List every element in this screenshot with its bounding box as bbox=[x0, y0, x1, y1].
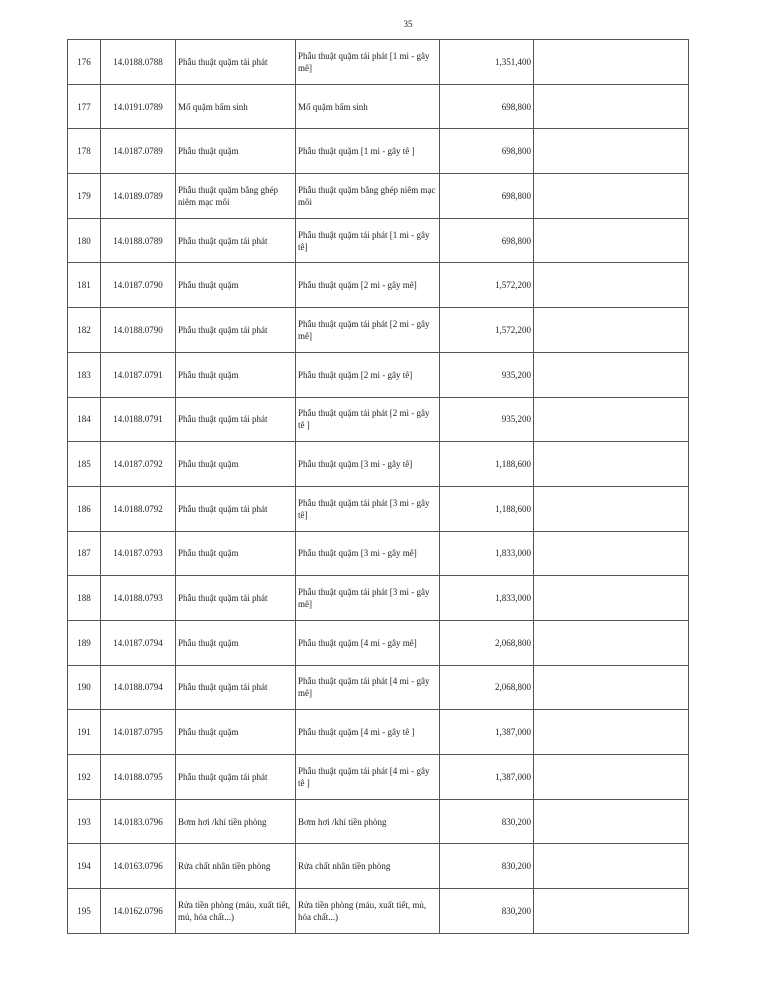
service-name: Phẫu thuật quặm tái phát bbox=[176, 755, 296, 800]
table-row bbox=[68, 531, 689, 576]
row-number: 190 bbox=[68, 665, 101, 710]
service-description: Phẫu thuật quặm [3 mi - gây mê] bbox=[296, 531, 440, 576]
service-name: Phẫu thuật quặm tái phát bbox=[176, 40, 296, 85]
row-number: 191 bbox=[68, 710, 101, 755]
service-code: 14.0187.0793 bbox=[101, 531, 176, 576]
service-name: Phẫu thuật quặm bbox=[176, 129, 296, 174]
service-name: Phẫu thuật quặm tái phát bbox=[176, 486, 296, 531]
service-price: 935,200 bbox=[440, 352, 534, 397]
note-cell bbox=[534, 755, 689, 800]
service-description: Phẫu thuật quặm bằng ghép niêm mạc môi bbox=[296, 174, 440, 219]
service-description: Phẫu thuật quặm tái phát [3 mi - gây tê] bbox=[296, 486, 440, 531]
service-description: Bơm hơi /khí tiền phòng bbox=[296, 799, 440, 844]
service-code: 14.0188.0795 bbox=[101, 755, 176, 800]
page-number: 35 bbox=[403, 19, 413, 29]
table-body bbox=[68, 40, 689, 934]
table-row bbox=[68, 620, 689, 665]
note-cell bbox=[534, 308, 689, 353]
service-description: Phẫu thuật quặm tái phát [1 mi - gây mê] bbox=[296, 40, 440, 85]
row-number: 180 bbox=[68, 218, 101, 263]
service-price: 935,200 bbox=[440, 397, 534, 442]
row-number: 181 bbox=[68, 263, 101, 308]
service-price: 830,200 bbox=[440, 844, 534, 889]
service-code: 14.0187.0790 bbox=[101, 263, 176, 308]
service-code: 14.0188.0794 bbox=[101, 665, 176, 710]
service-description: Phẫu thuật quặm tái phát [2 mi - gây mê] bbox=[296, 308, 440, 353]
row-number: 189 bbox=[68, 620, 101, 665]
service-description: Mổ quặm bẩm sinh bbox=[296, 84, 440, 129]
row-number: 179 bbox=[68, 174, 101, 219]
table-row bbox=[68, 308, 689, 353]
service-name: Rửa chất nhân tiền phòng bbox=[176, 844, 296, 889]
service-code: 14.0188.0792 bbox=[101, 486, 176, 531]
row-number: 192 bbox=[68, 755, 101, 800]
table-row bbox=[68, 263, 689, 308]
service-code: 14.0189.0789 bbox=[101, 174, 176, 219]
service-name: Phẫu thuật quặm bbox=[176, 352, 296, 397]
table-row bbox=[68, 84, 689, 129]
table-row bbox=[68, 755, 689, 800]
table-row bbox=[68, 799, 689, 844]
row-number: 195 bbox=[68, 889, 101, 934]
row-number: 186 bbox=[68, 486, 101, 531]
note-cell bbox=[534, 352, 689, 397]
service-name: Mổ quặm bẩm sinh bbox=[176, 84, 296, 129]
service-name: Phẫu thuật quặm tái phát bbox=[176, 576, 296, 621]
service-name: Phẫu thuật quặm bbox=[176, 263, 296, 308]
service-name: Rửa tiền phòng (máu, xuất tiết, mủ, hóa chất...) bbox=[176, 889, 296, 934]
service-description: Phẫu thuật quặm tái phát [4 mi - gây mê] bbox=[296, 665, 440, 710]
service-description: Phẫu thuật quặm tái phát [2 mi - gây tê ] bbox=[296, 397, 440, 442]
price-table bbox=[67, 39, 689, 934]
table-row bbox=[68, 889, 689, 934]
service-price: 1,387,000 bbox=[440, 710, 534, 755]
service-code: 14.0162.0796 bbox=[101, 889, 176, 934]
service-name: Bơm hơi /khí tiền phòng bbox=[176, 799, 296, 844]
service-description: Phẫu thuật quặm [3 mi - gây tê] bbox=[296, 442, 440, 487]
row-number: 187 bbox=[68, 531, 101, 576]
service-description: Phẫu thuật quặm tái phát [1 mi - gây tê] bbox=[296, 218, 440, 263]
row-number: 176 bbox=[68, 40, 101, 85]
service-price: 1,387,000 bbox=[440, 755, 534, 800]
row-number: 194 bbox=[68, 844, 101, 889]
service-name: Phẫu thuật quặm bbox=[176, 531, 296, 576]
row-number: 183 bbox=[68, 352, 101, 397]
note-cell bbox=[534, 397, 689, 442]
row-number: 184 bbox=[68, 397, 101, 442]
service-code: 14.0191.0789 bbox=[101, 84, 176, 129]
service-name: Phẫu thuật quặm tái phát bbox=[176, 308, 296, 353]
service-code: 14.0188.0793 bbox=[101, 576, 176, 621]
service-description: Phẫu thuật quặm [2 mi - gây tê] bbox=[296, 352, 440, 397]
service-price: 2,068,800 bbox=[440, 620, 534, 665]
service-code: 14.0187.0795 bbox=[101, 710, 176, 755]
note-cell bbox=[534, 40, 689, 85]
service-name: Phẫu thuật quặm bằng ghép niêm mạc môi bbox=[176, 174, 296, 219]
service-price: 698,800 bbox=[440, 84, 534, 129]
table-row bbox=[68, 442, 689, 487]
table-row bbox=[68, 486, 689, 531]
note-cell bbox=[534, 799, 689, 844]
note-cell bbox=[534, 620, 689, 665]
note-cell bbox=[534, 129, 689, 174]
service-name: Phẫu thuật quặm tái phát bbox=[176, 218, 296, 263]
service-description: Phẫu thuật quặm [2 mi - gây mê] bbox=[296, 263, 440, 308]
table-row bbox=[68, 129, 689, 174]
service-price: 1,833,000 bbox=[440, 576, 534, 621]
service-code: 14.0183.0796 bbox=[101, 799, 176, 844]
table-row bbox=[68, 218, 689, 263]
note-cell bbox=[534, 665, 689, 710]
table-row bbox=[68, 40, 689, 85]
note-cell bbox=[534, 442, 689, 487]
row-number: 182 bbox=[68, 308, 101, 353]
service-code: 14.0188.0790 bbox=[101, 308, 176, 353]
service-code: 14.0187.0791 bbox=[101, 352, 176, 397]
service-price: 830,200 bbox=[440, 799, 534, 844]
note-cell bbox=[534, 889, 689, 934]
service-description: Phẫu thuật quặm [4 mi - gây tê ] bbox=[296, 710, 440, 755]
service-price: 698,800 bbox=[440, 218, 534, 263]
service-price: 830,200 bbox=[440, 889, 534, 934]
note-cell bbox=[534, 174, 689, 219]
row-number: 178 bbox=[68, 129, 101, 174]
note-cell bbox=[534, 218, 689, 263]
service-code: 14.0187.0794 bbox=[101, 620, 176, 665]
service-code: 14.0188.0791 bbox=[101, 397, 176, 442]
service-name: Phẫu thuật quặm tái phát bbox=[176, 665, 296, 710]
table-row bbox=[68, 174, 689, 219]
table-row bbox=[68, 665, 689, 710]
service-code: 14.0188.0788 bbox=[101, 40, 176, 85]
service-price: 1,188,600 bbox=[440, 442, 534, 487]
service-name: Phẫu thuật quặm bbox=[176, 620, 296, 665]
service-code: 14.0163.0796 bbox=[101, 844, 176, 889]
service-name: Phẫu thuật quặm bbox=[176, 442, 296, 487]
note-cell bbox=[534, 844, 689, 889]
table-row bbox=[68, 352, 689, 397]
service-code: 14.0187.0789 bbox=[101, 129, 176, 174]
service-code: 14.0187.0792 bbox=[101, 442, 176, 487]
table-row bbox=[68, 710, 689, 755]
service-description: Rửa chất nhân tiền phòng bbox=[296, 844, 440, 889]
note-cell bbox=[534, 531, 689, 576]
note-cell bbox=[534, 263, 689, 308]
service-name: Phẫu thuật quặm tái phát bbox=[176, 397, 296, 442]
note-cell bbox=[534, 576, 689, 621]
note-cell bbox=[534, 84, 689, 129]
service-price: 1,351,400 bbox=[440, 40, 534, 85]
table-row bbox=[68, 844, 689, 889]
service-description: Phẫu thuật quặm tái phát [4 mi - gây tê ] bbox=[296, 755, 440, 800]
service-price: 1,572,200 bbox=[440, 263, 534, 308]
service-price: 1,833,000 bbox=[440, 531, 534, 576]
row-number: 188 bbox=[68, 576, 101, 621]
service-price: 698,800 bbox=[440, 174, 534, 219]
row-number: 185 bbox=[68, 442, 101, 487]
note-cell bbox=[534, 486, 689, 531]
row-number: 193 bbox=[68, 799, 101, 844]
note-cell bbox=[534, 710, 689, 755]
service-price: 1,572,200 bbox=[440, 308, 534, 353]
service-price: 698,800 bbox=[440, 129, 534, 174]
service-code: 14.0188.0789 bbox=[101, 218, 176, 263]
service-description: Phẫu thuật quặm tái phát [3 mi - gây mê] bbox=[296, 576, 440, 621]
service-description: Phẫu thuật quặm [4 mi - gây mê] bbox=[296, 620, 440, 665]
service-description: Phẫu thuật quặm [1 mi - gây tê ] bbox=[296, 129, 440, 174]
table-row bbox=[68, 576, 689, 621]
service-price: 1,188,600 bbox=[440, 486, 534, 531]
table-row bbox=[68, 397, 689, 442]
service-name: Phẫu thuật quặm bbox=[176, 710, 296, 755]
row-number: 177 bbox=[68, 84, 101, 129]
service-description: Rửa tiền phòng (máu, xuất tiết, mủ, hóa chất...) bbox=[296, 889, 440, 934]
service-price: 2,068,800 bbox=[440, 665, 534, 710]
